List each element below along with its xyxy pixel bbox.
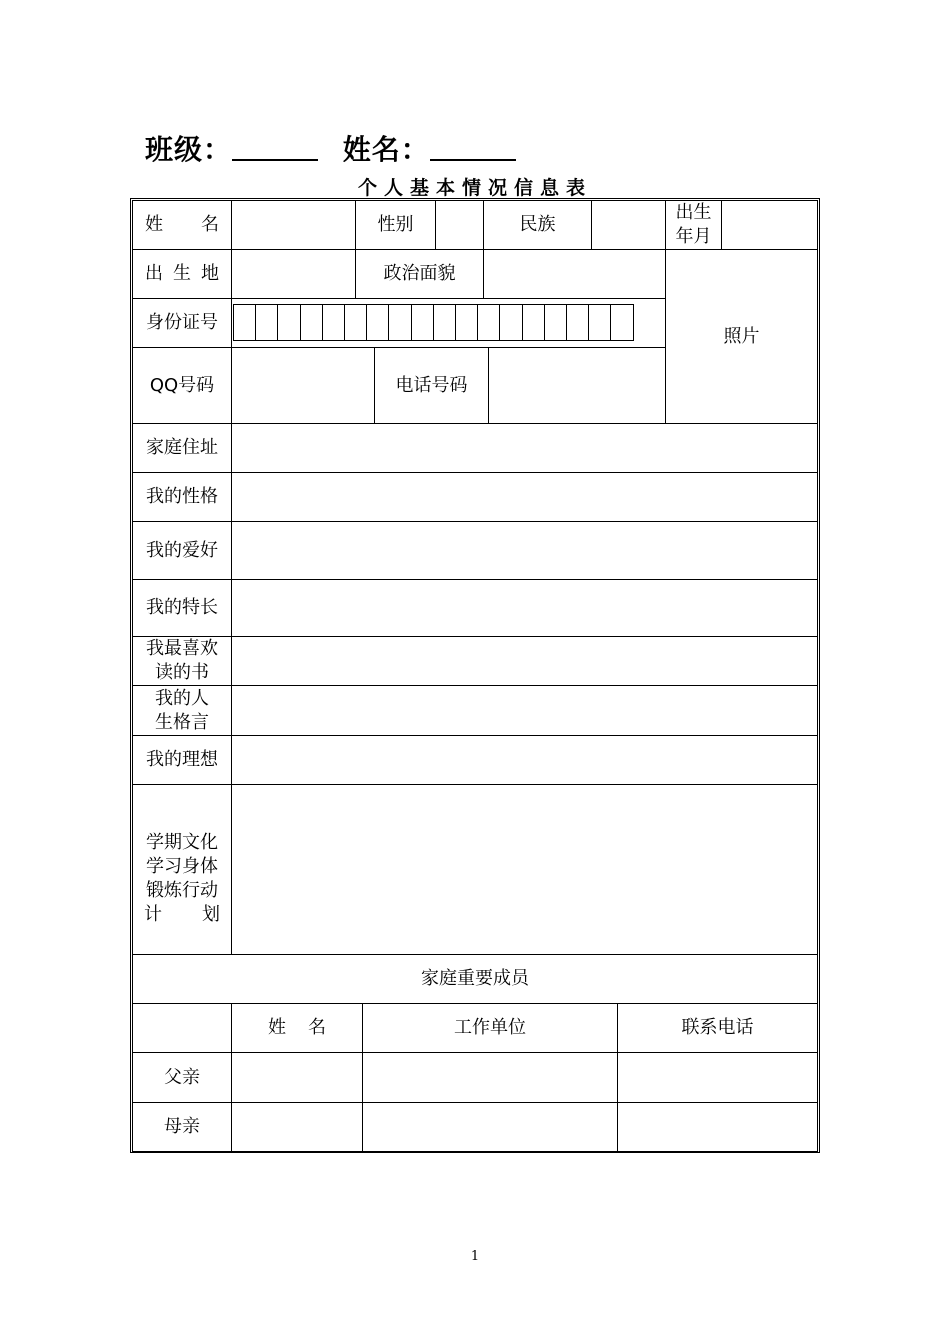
id-digit-box[interactable] [566, 304, 589, 341]
plan-line4-a: 计 [144, 903, 162, 925]
home-address-label-cell: 家庭住址 [132, 423, 232, 473]
id-digit-box[interactable] [300, 304, 323, 341]
mother-label-cell: 母亲 [132, 1102, 232, 1152]
family-col-phone-cell: 联系电话 [617, 1003, 818, 1053]
semester-plan-value-cell[interactable] [231, 784, 818, 955]
name-label-b: 名 [201, 214, 219, 235]
motto-value-cell[interactable] [231, 685, 818, 736]
id-digit-box[interactable] [233, 304, 256, 341]
ethnicity-value-cell[interactable] [591, 200, 666, 250]
family-col-work-cell: 工作单位 [362, 1003, 618, 1053]
id-digit-box[interactable] [388, 304, 411, 341]
id-digit-box[interactable] [544, 304, 567, 341]
home-address-value-cell[interactable] [231, 423, 818, 473]
class-label: 班级： [145, 133, 233, 166]
id-digit-box[interactable] [455, 304, 478, 341]
political-status-value-cell[interactable] [483, 249, 666, 299]
family-members-title-cell: 家庭重要成员 [132, 954, 818, 1004]
name-label: 姓名： [342, 133, 430, 166]
birth-label-line1: 出生 [675, 202, 712, 223]
birthplace-char-2: 生 [173, 263, 191, 284]
semester-plan-label-cell [132, 784, 232, 955]
name-label-a: 姓 [145, 214, 163, 235]
ideal-value-cell[interactable] [231, 735, 818, 785]
motto-line2: 生格言 [155, 711, 209, 733]
form-title: 个人基本情况信息表 [357, 177, 592, 199]
name-blank-field[interactable] [430, 133, 516, 161]
strengths-value-cell[interactable] [231, 579, 818, 637]
id-digit-box[interactable] [411, 304, 434, 341]
favorite-book-label-cell [132, 636, 232, 686]
id-digit-box[interactable] [610, 304, 633, 341]
mother-phone-cell[interactable] [617, 1102, 818, 1152]
favorite-book-value-cell[interactable] [231, 636, 818, 686]
name-label-cell [132, 200, 232, 250]
father-work-cell[interactable] [362, 1052, 618, 1103]
family-col-name-b: 名 [308, 1017, 326, 1038]
political-status-label-cell: 政治面貌 [355, 249, 484, 299]
qq-value-cell[interactable] [231, 347, 375, 424]
form-header [145, 128, 530, 168]
ethnicity-label-cell: 民族 [483, 200, 592, 250]
family-header-blank-cell [132, 1003, 232, 1053]
ideal-label-cell: 我的理想 [132, 735, 232, 785]
mother-work-cell[interactable] [362, 1102, 618, 1152]
id-digit-box[interactable] [322, 304, 345, 341]
phone-label-cell: 电话号码 [374, 347, 489, 424]
hobbies-label-cell: 我的爱好 [132, 521, 232, 580]
motto-label-cell [132, 685, 232, 736]
father-name-cell[interactable] [231, 1052, 363, 1103]
birthplace-char-3: 地 [201, 263, 219, 284]
id-digit-box[interactable] [255, 304, 278, 341]
plan-line3: 锻炼行动 [146, 879, 218, 901]
birthplace-char-1: 出 [145, 263, 163, 284]
birth-date-label-cell [665, 200, 722, 250]
gender-value-cell[interactable] [435, 200, 484, 250]
id-digit-box[interactable] [344, 304, 367, 341]
family-col-name-cell [231, 1003, 363, 1053]
father-phone-cell[interactable] [617, 1052, 818, 1103]
plan-line4-b: 划 [202, 903, 220, 925]
id-digit-box[interactable] [522, 304, 545, 341]
id-number-label-cell: 身份证号 [132, 298, 232, 348]
class-blank-field[interactable] [232, 133, 318, 161]
gender-label-cell: 性别 [355, 200, 436, 250]
father-label-cell: 父亲 [132, 1052, 232, 1103]
id-digit-box[interactable] [277, 304, 300, 341]
personality-value-cell[interactable] [231, 472, 818, 522]
name-value-cell[interactable] [231, 200, 356, 250]
mother-name-cell[interactable] [231, 1102, 363, 1152]
page-number: 1 [470, 1249, 480, 1264]
birthplace-value-cell[interactable] [231, 249, 356, 299]
id-digit-box[interactable] [499, 304, 522, 341]
birth-label-line2: 年月 [675, 226, 712, 247]
plan-line4 [144, 903, 220, 927]
photo-cell[interactable]: 照片 [665, 249, 818, 424]
motto-line1: 我的人 [155, 687, 209, 709]
id-digit-box[interactable] [477, 304, 500, 341]
birthplace-label-cell [132, 249, 232, 299]
plan-line1: 学期文化 [146, 831, 218, 853]
phone-value-cell[interactable] [488, 347, 666, 424]
favorite-book-line2: 读的书 [155, 662, 209, 683]
plan-line2: 学习身体 [146, 855, 218, 877]
hobbies-value-cell[interactable] [231, 521, 818, 580]
id-digit-box[interactable] [433, 304, 456, 341]
qq-label-cell: QQ号码 [132, 347, 232, 424]
strengths-label-cell: 我的特长 [132, 579, 232, 637]
family-col-name-a: 姓 [268, 1017, 286, 1038]
id-digit-box[interactable] [366, 304, 389, 341]
personality-label-cell: 我的性格 [132, 472, 232, 522]
favorite-book-line1: 我最喜欢 [146, 638, 218, 659]
id-digit-box[interactable] [588, 304, 611, 341]
birth-date-value-cell[interactable] [721, 200, 818, 250]
